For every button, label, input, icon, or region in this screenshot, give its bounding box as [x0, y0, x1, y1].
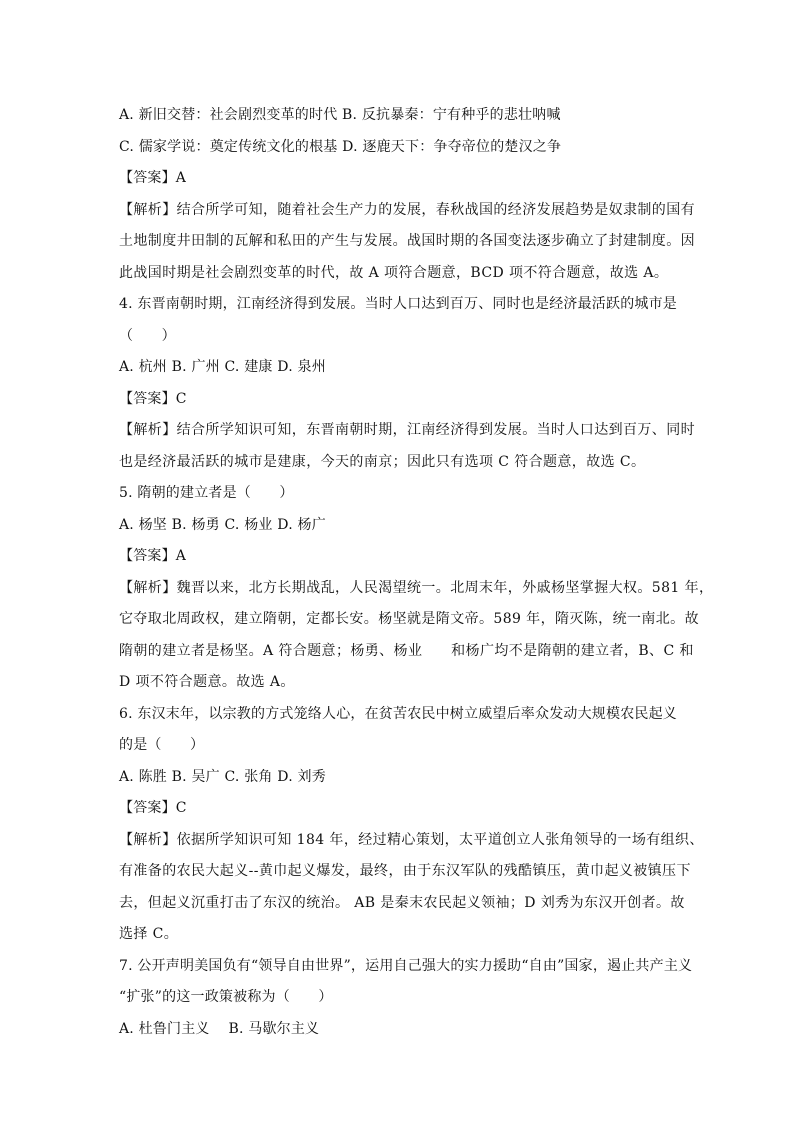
q5-analysis-line: 隋朝的建立者是杨坚。A 符合题意；杨勇、杨业 和杨广均不是隋朝的建立者，B、C 和	[119, 642, 694, 659]
q6-stem-cont: 的是（ ）	[119, 737, 205, 753]
q7-stem: 7. 公开声明美国负有“领导自由世界”，运用自己强大的实力援助“自由”国家，遏止共产主义	[119, 957, 693, 974]
q5-analysis-line: 它夺取北周政权，建立隋朝，定都长安。杨坚就是隋文帝。589 年，隋灭陈，统一南北。故	[119, 611, 699, 627]
q4-stem: 4. 东晋南朝时期，江南经济得到发展。当时人口达到百万、同时也是经济最活跃的城市是	[119, 296, 678, 312]
q4-analysis-line: 【解析】结合所学知识可知，东晋南朝时期，江南经济得到发展。当时人口达到百万、同时	[119, 422, 695, 438]
q5-options: A. 杨坚 B. 杨勇 C. 杨业 D. 杨广	[119, 516, 326, 533]
q3-options-ab: A. 新旧交替：社会剧烈变革的时代 B. 反抗暴秦：宁有种乎的悲壮呐喊	[119, 107, 561, 123]
q4-answer: 【答案】C	[119, 390, 187, 407]
document-body	[119, 100, 714, 1045]
q5-analysis-line: 【解析】魏晋以来，北方长期战乱，人民渴望统一。北周末年，外戚杨坚掌握大权。581 年，	[119, 579, 714, 596]
q6-analysis	[119, 825, 704, 951]
q6-stem: 6. 东汉末年，以宗教的方式笼络人心，在贫苦农民中树立威望后率众发动大规模农民起义	[119, 705, 678, 722]
q6-answer: 【答案】C	[119, 800, 187, 816]
q5-analysis	[119, 573, 714, 699]
q3-analysis-line: 此战国时期是社会剧烈变革的时代，故 A 项符合题意，BCD 项不符合题意，故选 A。	[119, 264, 669, 281]
q3-options-cd: C. 儒家学说：奠定传统文化的根基 D. 逐鹿天下：争夺帝位的楚汉之争	[119, 138, 562, 155]
q3-answer: 【答案】A	[119, 170, 187, 186]
q5-analysis-line: D 项不符合题意。故选 A。	[119, 674, 295, 690]
q4-analysis-line: 也是经济最活跃的城市是建康，今天的南京；因此只有选项 C 符合题意，故选 C。	[119, 453, 646, 470]
q6-analysis-line: 选择 C。	[119, 926, 179, 942]
q6-analysis-line: 【解析】依据所学知识可知 184 年，经过精心策划，太平道创立人张角领导的一场有组织、	[119, 831, 704, 848]
q4-options: A. 杭州 B. 广州 C. 建康 D. 泉州	[119, 359, 326, 375]
q7-options: A. 杜鲁门主义 B. 马歇尔主义	[119, 1020, 320, 1037]
q7-stem-cont: “扩张”的这一政策被称为（ ）	[119, 989, 333, 1005]
q6-options: A. 陈胜 B. 吴广 C. 张角 D. 刘秀	[119, 768, 326, 785]
q3-analysis-line: 【解析】结合所学可知，随着社会生产力的发展，春秋战国的经济发展趋势是奴隶制的国有	[119, 201, 695, 218]
q6-analysis-line: 有准备的农民大起义--黄巾起义爆发，最终，由于东汉军队的残酷镇压，黄巾起义被镇压下	[119, 863, 691, 879]
q4-stem-blank: （ ）	[119, 327, 176, 344]
q5-answer: 【答案】A	[119, 548, 187, 564]
q4-analysis	[119, 415, 695, 478]
q6-analysis-line: 去，但起义沉重打击了东汉的统治。 AB 是秦末农民起义领袖；D 刘秀为东汉开创者。故	[119, 894, 685, 911]
q3-analysis-line: 土地制度井田制的瓦解和私田的产生与发展。战国时期的各国变法逐步确立了封建制度。因	[119, 233, 695, 249]
q3-analysis	[119, 195, 695, 290]
q5-stem: 5. 隋朝的建立者是（ ）	[119, 485, 294, 501]
